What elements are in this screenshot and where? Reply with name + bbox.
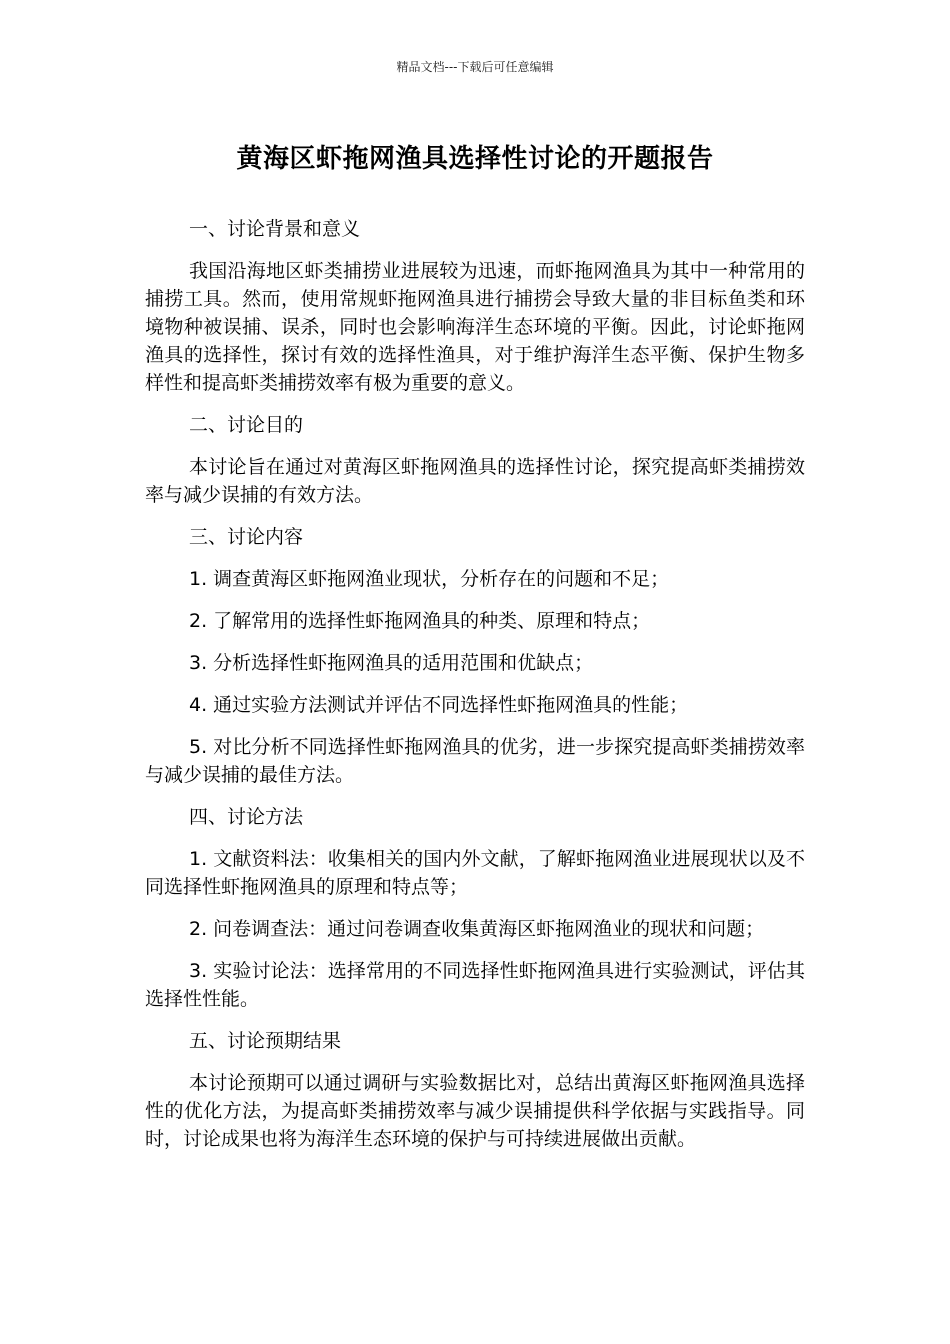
list-item-content-2: 2. 了解常用的选择性虾拖网渔具的种类、原理和特点；: [189, 610, 651, 632]
paragraph-purpose: 本讨论旨在通过对黄海区虾拖网渔具的选择性讨论，探究提高虾类捕捞效率与减少误捕的有效方法。: [145, 456, 805, 506]
list-item-content-5: 5. 对比分析不同选择性虾拖网渔具的优劣，进一步探究提高虾类捕捞效率与减少误捕的最佳方法。: [145, 736, 805, 786]
list-item-content-3: 3. 分析选择性虾拖网渔具的适用范围和优缺点；: [189, 652, 594, 674]
paragraph-expected-results: 本讨论预期可以通过调研与实验数据比对，总结出黄海区虾拖网渔具选择性的优化方法，为提高虾类捕捞效率与减少误捕提供科学依据与实践指导。同时，讨论成果也将为海洋生态环境的保护与可持续进展做出贡献。: [145, 1072, 805, 1150]
section-heading-methods: 四、讨论方法: [189, 806, 304, 828]
list-item-method-2: 2. 问卷调查法：通过问卷调查收集黄海区虾拖网渔业的现状和问题；: [189, 918, 765, 940]
section-heading-purpose: 二、讨论目的: [189, 414, 304, 436]
document-body: [145, 215, 805, 1167]
section-heading-expected-results: 五、讨论预期结果: [189, 1030, 342, 1052]
list-item-method-3: 3. 实验讨论法：选择常用的不同选择性虾拖网渔具进行实验测试，评估其选择性性能。: [145, 960, 805, 1010]
list-item-content-4: 4. 通过实验方法测试并评估不同选择性虾拖网渔具的性能；: [189, 694, 689, 716]
section-heading-background: 一、讨论背景和意义: [189, 218, 361, 240]
document-title: 黄海区虾拖网渔具选择性讨论的开题报告: [236, 144, 714, 174]
list-item-content-1: 1. 调查黄海区虾拖网渔业现状，分析存在的问题和不足；: [189, 568, 670, 590]
paragraph-background: 我国沿海地区虾类捕捞业进展较为迅速，而虾拖网渔具为其中一种常用的捕捞工具。然而，使用常规虾拖网渔具进行捕捞会导致大量的非目标鱼类和环境物种被误捕、误杀，同时也会影响海洋生态环境的平衡。因此，讨论虾拖网渔具的选择性，探讨有效的选择性渔具，对于维护海洋生态平衡、保护生物多样性和提高虾类捕捞效率有极为重要的意义。: [145, 260, 805, 394]
header-note: 精品文档---下载后可任意编辑: [396, 60, 554, 74]
list-item-method-1: 1. 文献资料法：收集相关的国内外文献，了解虾拖网渔业进展现状以及不同选择性虾拖网渔具的原理和特点等；: [145, 848, 805, 898]
section-heading-content: 三、讨论内容: [189, 526, 304, 548]
